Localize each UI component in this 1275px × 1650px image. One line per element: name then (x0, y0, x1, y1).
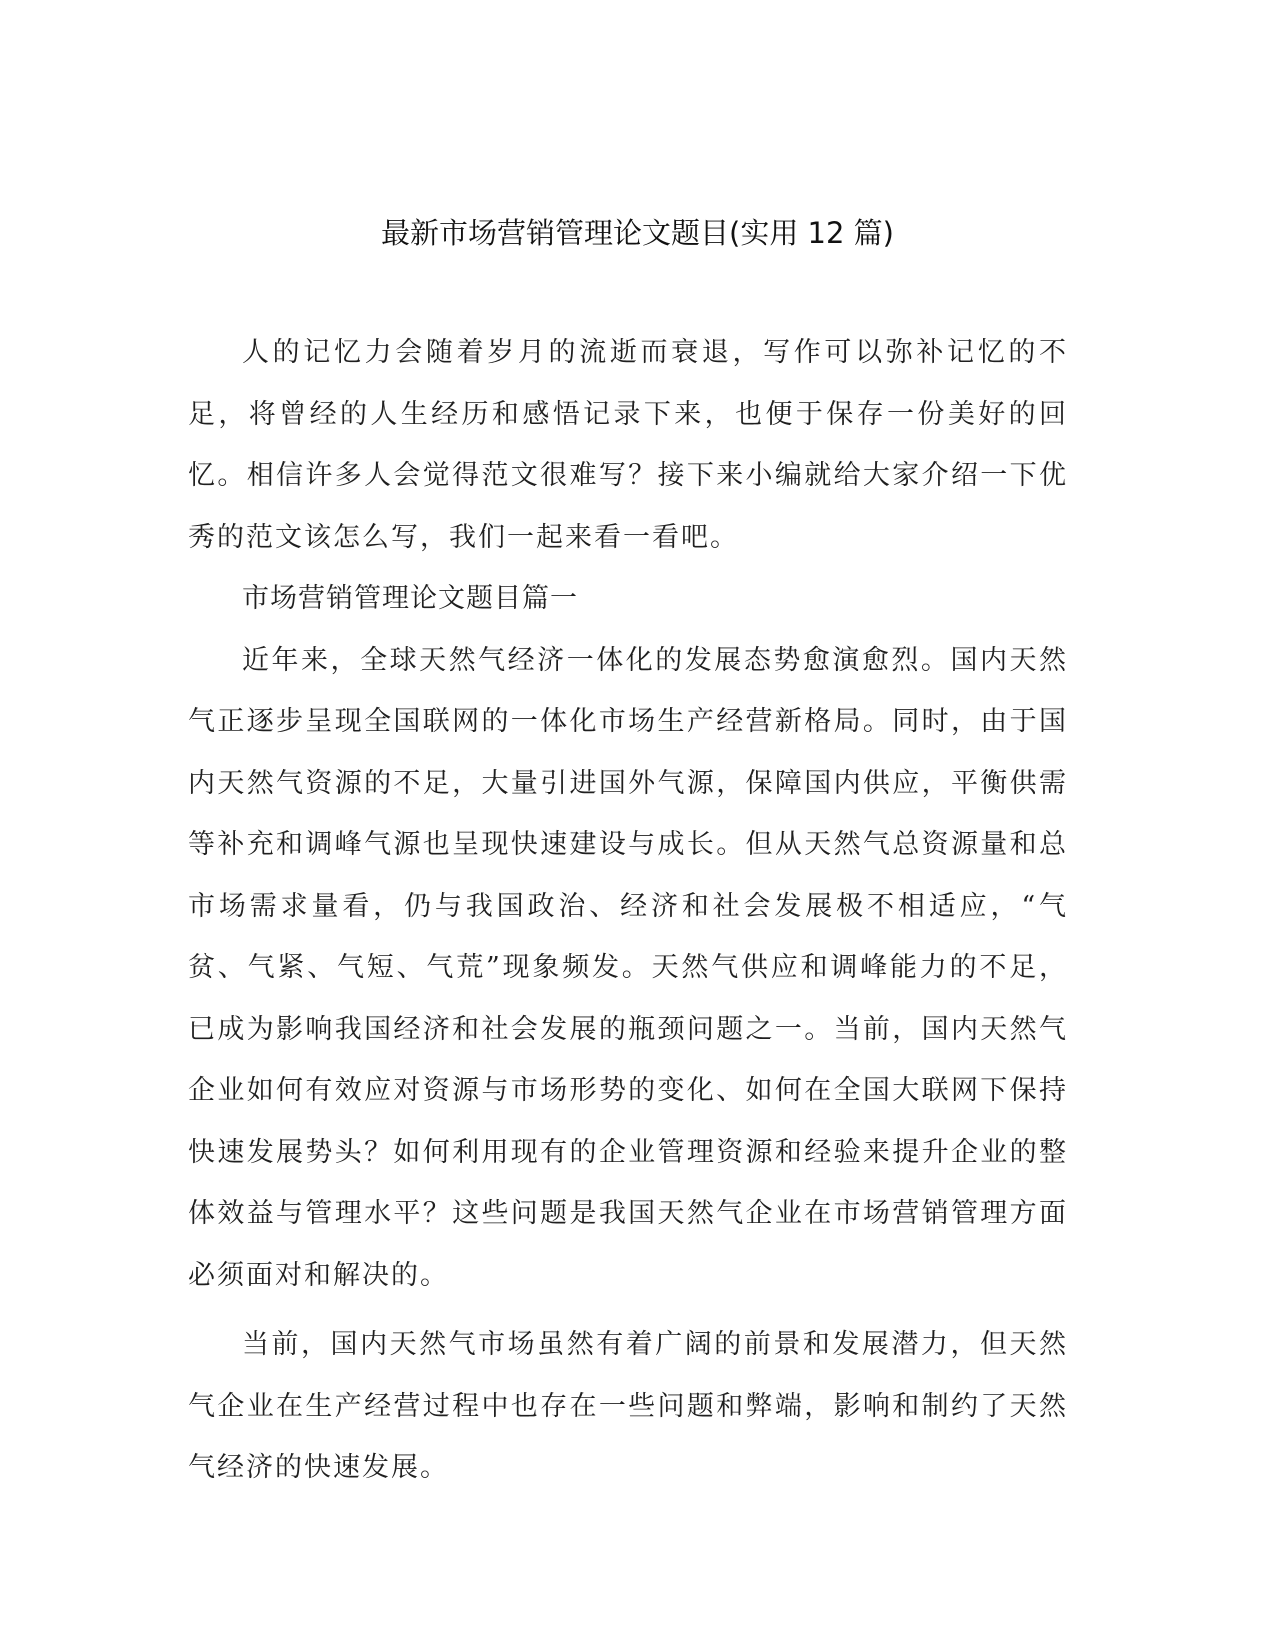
body-paragraph-1: 近年来，全球天然气经济一体化的发展态势愈演愈烈。国内天然气正逐步呈现全国联网的一体化市场生产经营新格局。同时，由于国内天然气资源的不足，大量引进国外气源，保障国内供应，平衡供需等补充和调峰气源也呈现快速建设与成长。但从天然气总资源量和总市场需求量看，仍与我国政治、经济和社会发展极不相适应，“气贫、气紧、气短、气荒”现象频发。天然气供应和调峰能力的不足，已成为影响我国经济和社会发展的瓶颈问题之一。当前，国内天然气企业如何有效应对资源与市场形势的变化、如何在全国大联网下保持快速发展势头？如何利用现有的企业管理资源和经验来提升企业的整体效益与管理水平？这些问题是我国天然气企业在市场营销管理方面必须面对和解决的。 (188, 644, 1068, 1291)
body-paragraph-2: 当前，国内天然气市场虽然有着广阔的前景和发展潜力，但天然气企业在生产经营过程中也存在一些问题和弊端，影响和制约了天然气经济的快速发展。 (188, 1329, 1068, 1483)
document-body (188, 322, 1068, 1499)
document-title: 最新市场营销管理论文题目(实用 12 篇) (381, 216, 894, 250)
intro-paragraph: 人的记忆力会随着岁月的流逝而衰退，写作可以弥补记忆的不足，将曾经的人生经历和感悟记录下来，也便于保存一份美好的回忆。相信许多人会觉得范文很难写？接下来小编就给大家介绍一下优秀的范文该怎么写，我们一起来看一看吧。 (188, 337, 1068, 553)
section-heading: 市场营销管理论文题目篇一 (242, 583, 578, 614)
